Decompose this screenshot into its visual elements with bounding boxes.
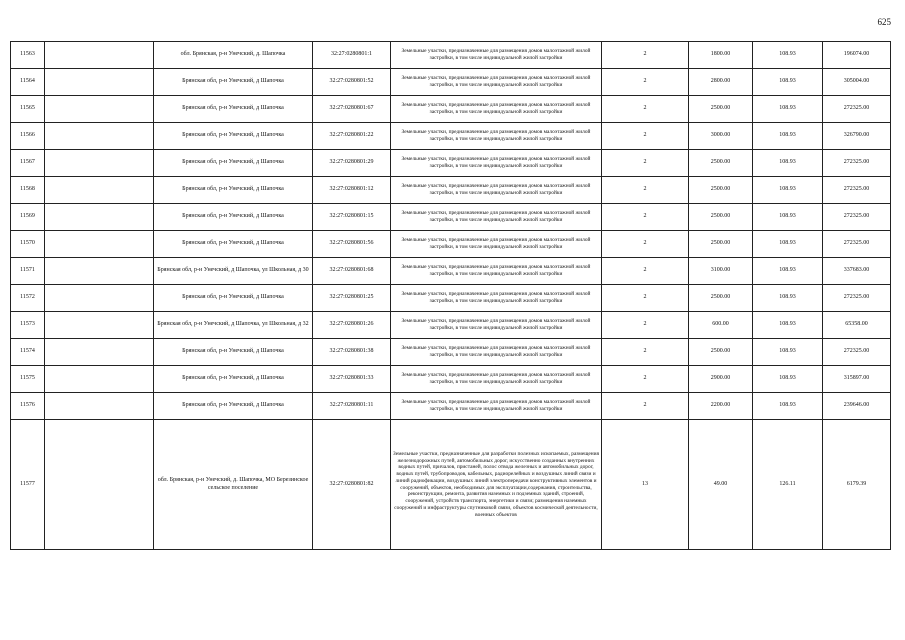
cadastral-number-cell: 32:27:0280801:26 (313, 312, 391, 339)
table-row (11, 393, 891, 420)
group-number-cell: 2 (602, 42, 689, 69)
cadastral-value-cell: 305004.00 (823, 69, 891, 96)
address-cell: Брянская обл, р-н Унечский, д Шапочка, ул Школьная, д 30 (154, 258, 313, 285)
specific-value-cell: 108.93 (753, 69, 823, 96)
address-cell: Брянская обл, р-н Унечский, д Шапочка, ул Школьная, д 32 (154, 312, 313, 339)
address-cell: Брянская обл, р-н Унечский, д Шапочка (154, 393, 313, 420)
address-cell: Брянская обл, р-н Унечский, д Шапочка (154, 150, 313, 177)
table-row (11, 96, 891, 123)
area-cell: 2200.00 (689, 393, 753, 420)
cadastral-value-cell: 272325.00 (823, 285, 891, 312)
cadastral-value-cell: 272325.00 (823, 150, 891, 177)
land-use-description-cell: Земельные участки, предназначенные для размещения домов малоэтажной жилой застройки, в том числе индивидуальной жилой застройки (391, 204, 602, 231)
area-cell: 2900.00 (689, 366, 753, 393)
address-cell: Брянская обл, р-н Унечский, д Шапочка (154, 285, 313, 312)
row-number-cell: 11574 (11, 339, 45, 366)
cadastral-value-cell: 272325.00 (823, 96, 891, 123)
group-number-cell: 2 (602, 96, 689, 123)
row-number-cell: 11565 (11, 96, 45, 123)
group-number-cell: 2 (602, 150, 689, 177)
table-row (11, 312, 891, 339)
blank-cell (45, 42, 154, 69)
specific-value-cell: 108.93 (753, 177, 823, 204)
specific-value-cell: 108.93 (753, 150, 823, 177)
group-number-cell: 2 (602, 312, 689, 339)
table-row (11, 150, 891, 177)
blank-cell (45, 312, 154, 339)
table-row (11, 285, 891, 312)
row-number-cell: 11575 (11, 366, 45, 393)
table-body (11, 42, 891, 550)
land-use-description-cell: Земельные участки, предназначенные для размещения домов малоэтажной жилой застройки, в том числе индивидуальной жилой застройки (391, 285, 602, 312)
area-cell: 1800.00 (689, 42, 753, 69)
address-cell: Брянская обл, р-н Унечский, д Шапочка (154, 204, 313, 231)
land-registry-table (10, 41, 891, 550)
area-cell: 2800.00 (689, 69, 753, 96)
area-cell: 3000.00 (689, 123, 753, 150)
cadastral-value-cell: 272325.00 (823, 204, 891, 231)
table-row (11, 204, 891, 231)
land-use-description-cell: Земельные участки, предназначенные для размещения домов малоэтажной жилой застройки, в том числе индивидуальной жилой застройки (391, 123, 602, 150)
group-number-cell: 2 (602, 123, 689, 150)
area-cell: 2500.00 (689, 177, 753, 204)
cadastral-number-cell: 32:27:0280801:52 (313, 69, 391, 96)
specific-value-cell: 108.93 (753, 204, 823, 231)
table-row (11, 366, 891, 393)
address-cell: Брянская обл, р-н Унечский, д Шапочка (154, 366, 313, 393)
row-number-cell: 11573 (11, 312, 45, 339)
cadastral-number-cell: 32:27:0280801:15 (313, 204, 391, 231)
land-use-description-cell: Земельные участки, предназначенные для размещения домов малоэтажной жилой застройки, в том числе индивидуальной жилой застройки (391, 96, 602, 123)
specific-value-cell: 108.93 (753, 285, 823, 312)
row-number-cell: 11566 (11, 123, 45, 150)
cadastral-value-cell: 337683.00 (823, 258, 891, 285)
row-number-cell: 11576 (11, 393, 45, 420)
specific-value-cell: 108.93 (753, 231, 823, 258)
blank-cell (45, 69, 154, 96)
address-cell: Брянская обл, р-н Унечский, д Шапочка (154, 96, 313, 123)
group-number-cell: 2 (602, 339, 689, 366)
area-cell: 49.00 (689, 420, 753, 550)
cadastral-value-cell: 239646.00 (823, 393, 891, 420)
cadastral-number-cell: 32:27:0280801:68 (313, 258, 391, 285)
cadastral-value-cell: 196074.00 (823, 42, 891, 69)
group-number-cell: 2 (602, 177, 689, 204)
area-cell: 2500.00 (689, 96, 753, 123)
blank-cell (45, 258, 154, 285)
page-number: 625 (877, 17, 891, 27)
area-cell: 3100.00 (689, 258, 753, 285)
cadastral-number-cell: 32:27:0280801:56 (313, 231, 391, 258)
blank-cell (45, 366, 154, 393)
area-cell: 2500.00 (689, 204, 753, 231)
row-number-cell: 11577 (11, 420, 45, 550)
cadastral-number-cell: 32:27:0280801:12 (313, 177, 391, 204)
area-cell: 600.00 (689, 312, 753, 339)
blank-cell (45, 231, 154, 258)
blank-cell (45, 204, 154, 231)
specific-value-cell: 108.93 (753, 366, 823, 393)
group-number-cell: 2 (602, 258, 689, 285)
address-cell: Брянская обл, р-н Унечский, д Шапочка (154, 69, 313, 96)
row-number-cell: 11564 (11, 69, 45, 96)
specific-value-cell: 108.93 (753, 42, 823, 69)
group-number-cell: 13 (602, 420, 689, 550)
land-use-description-cell: Земельные участки, предназначенные для размещения домов малоэтажной жилой застройки, в том числе индивидуальной жилой застройки (391, 312, 602, 339)
table-row (11, 339, 891, 366)
blank-cell (45, 96, 154, 123)
address-cell: Брянская обл, р-н Унечский, д Шапочка (154, 339, 313, 366)
land-use-description-cell: Земельные участки, предназначенные для размещения домов малоэтажной жилой застройки, в том числе индивидуальной жилой застройки (391, 258, 602, 285)
specific-value-cell: 108.93 (753, 339, 823, 366)
specific-value-cell: 108.93 (753, 312, 823, 339)
area-cell: 2500.00 (689, 339, 753, 366)
blank-cell (45, 123, 154, 150)
land-use-description-cell: Земельные участки, предназначенные для размещения домов малоэтажной жилой застройки, в том числе индивидуальной жилой застройки (391, 393, 602, 420)
cadastral-number-cell: 32:27:0280801:11 (313, 393, 391, 420)
cadastral-number-cell: 32:27:0280801:25 (313, 285, 391, 312)
address-cell: обл. Брянская, р-н Унечский, д. Шапочка (154, 42, 313, 69)
table-row (11, 123, 891, 150)
blank-cell (45, 393, 154, 420)
group-number-cell: 2 (602, 69, 689, 96)
cadastral-number-cell: 32:27:0280801:1 (313, 42, 391, 69)
table-row (11, 420, 891, 550)
cadastral-number-cell: 32:27:0280801:67 (313, 96, 391, 123)
group-number-cell: 2 (602, 231, 689, 258)
blank-cell (45, 285, 154, 312)
cadastral-number-cell: 32:27:0280801:38 (313, 339, 391, 366)
table-row (11, 177, 891, 204)
group-number-cell: 2 (602, 204, 689, 231)
area-cell: 2500.00 (689, 231, 753, 258)
table-row (11, 231, 891, 258)
address-cell: Брянская обл, р-н Унечский, д Шапочка (154, 231, 313, 258)
row-number-cell: 11563 (11, 42, 45, 69)
group-number-cell: 2 (602, 393, 689, 420)
land-use-description-cell: Земельные участки, предназначенные для размещения домов малоэтажной жилой застройки, в том числе индивидуальной жилой застройки (391, 339, 602, 366)
row-number-cell: 11568 (11, 177, 45, 204)
specific-value-cell: 108.93 (753, 96, 823, 123)
row-number-cell: 11569 (11, 204, 45, 231)
cadastral-number-cell: 32:27:0280801:29 (313, 150, 391, 177)
specific-value-cell: 108.93 (753, 258, 823, 285)
group-number-cell: 2 (602, 285, 689, 312)
cadastral-value-cell: 272325.00 (823, 339, 891, 366)
row-number-cell: 11572 (11, 285, 45, 312)
specific-value-cell: 126.11 (753, 420, 823, 550)
area-cell: 2500.00 (689, 285, 753, 312)
row-number-cell: 11571 (11, 258, 45, 285)
cadastral-value-cell: 65358.00 (823, 312, 891, 339)
specific-value-cell: 108.93 (753, 123, 823, 150)
cadastral-value-cell: 326790.00 (823, 123, 891, 150)
blank-cell (45, 339, 154, 366)
area-cell: 2500.00 (689, 150, 753, 177)
land-use-description-cell: Земельные участки, предназначенные для размещения домов малоэтажной жилой застройки, в том числе индивидуальной жилой застройки (391, 177, 602, 204)
table-row (11, 42, 891, 69)
cadastral-value-cell: 315897.00 (823, 366, 891, 393)
address-cell: Брянская обл, р-н Унечский, д Шапочка (154, 123, 313, 150)
land-use-description-cell: Земельные участки, предназначенные для размещения домов малоэтажной жилой застройки, в том числе индивидуальной жилой застройки (391, 69, 602, 96)
blank-cell (45, 150, 154, 177)
row-number-cell: 11570 (11, 231, 45, 258)
land-use-description-cell: Земельные участки, предназначенные для разработки полезных ископаемых, размещения железнодорожных путей, автомобильных дорог, искусственно созданных внутренних водных путей, причалов, пристаней, полос отвода железных и автомобильных дорог, водных путей, трубопроводов, кабельных, радиорелейных и воздушных линий связи и линий радиофикации, воздушных линий электропередачи конструктивных элементов и сооружений, объектов, необходимых для эксплуатации,содержания, строительства, реконструкции, ремонта, развития наземных и подземных зданий, строений, сооружений, устройств транспорта, энергетики и связи; размещения наземных сооружений и инфраструктуры спутниковой связи, объектов космической деятельности, военных объектов (391, 420, 602, 550)
cadastral-number-cell: 32:27:0280801:22 (313, 123, 391, 150)
land-use-description-cell: Земельные участки, предназначенные для размещения домов малоэтажной жилой застройки, в том числе индивидуальной жилой застройки (391, 42, 602, 69)
cadastral-number-cell: 32:27:0280801:82 (313, 420, 391, 550)
blank-cell (45, 177, 154, 204)
table-row (11, 258, 891, 285)
cadastral-value-cell: 6179.39 (823, 420, 891, 550)
land-use-description-cell: Земельные участки, предназначенные для размещения домов малоэтажной жилой застройки, в том числе индивидуальной жилой застройки (391, 366, 602, 393)
land-use-description-cell: Земельные участки, предназначенные для размещения домов малоэтажной жилой застройки, в том числе индивидуальной жилой застройки (391, 150, 602, 177)
address-cell: Брянская обл, р-н Унечский, д Шапочка (154, 177, 313, 204)
row-number-cell: 11567 (11, 150, 45, 177)
cadastral-number-cell: 32:27:0280801:33 (313, 366, 391, 393)
cadastral-value-cell: 272325.00 (823, 231, 891, 258)
blank-cell (45, 420, 154, 550)
address-cell: обл. Брянская, р-н Унечский, д. Шапочка, МО Березинское сельское поселение (154, 420, 313, 550)
table-row (11, 69, 891, 96)
specific-value-cell: 108.93 (753, 393, 823, 420)
cadastral-value-cell: 272325.00 (823, 177, 891, 204)
land-use-description-cell: Земельные участки, предназначенные для размещения домов малоэтажной жилой застройки, в том числе индивидуальной жилой застройки (391, 231, 602, 258)
group-number-cell: 2 (602, 366, 689, 393)
